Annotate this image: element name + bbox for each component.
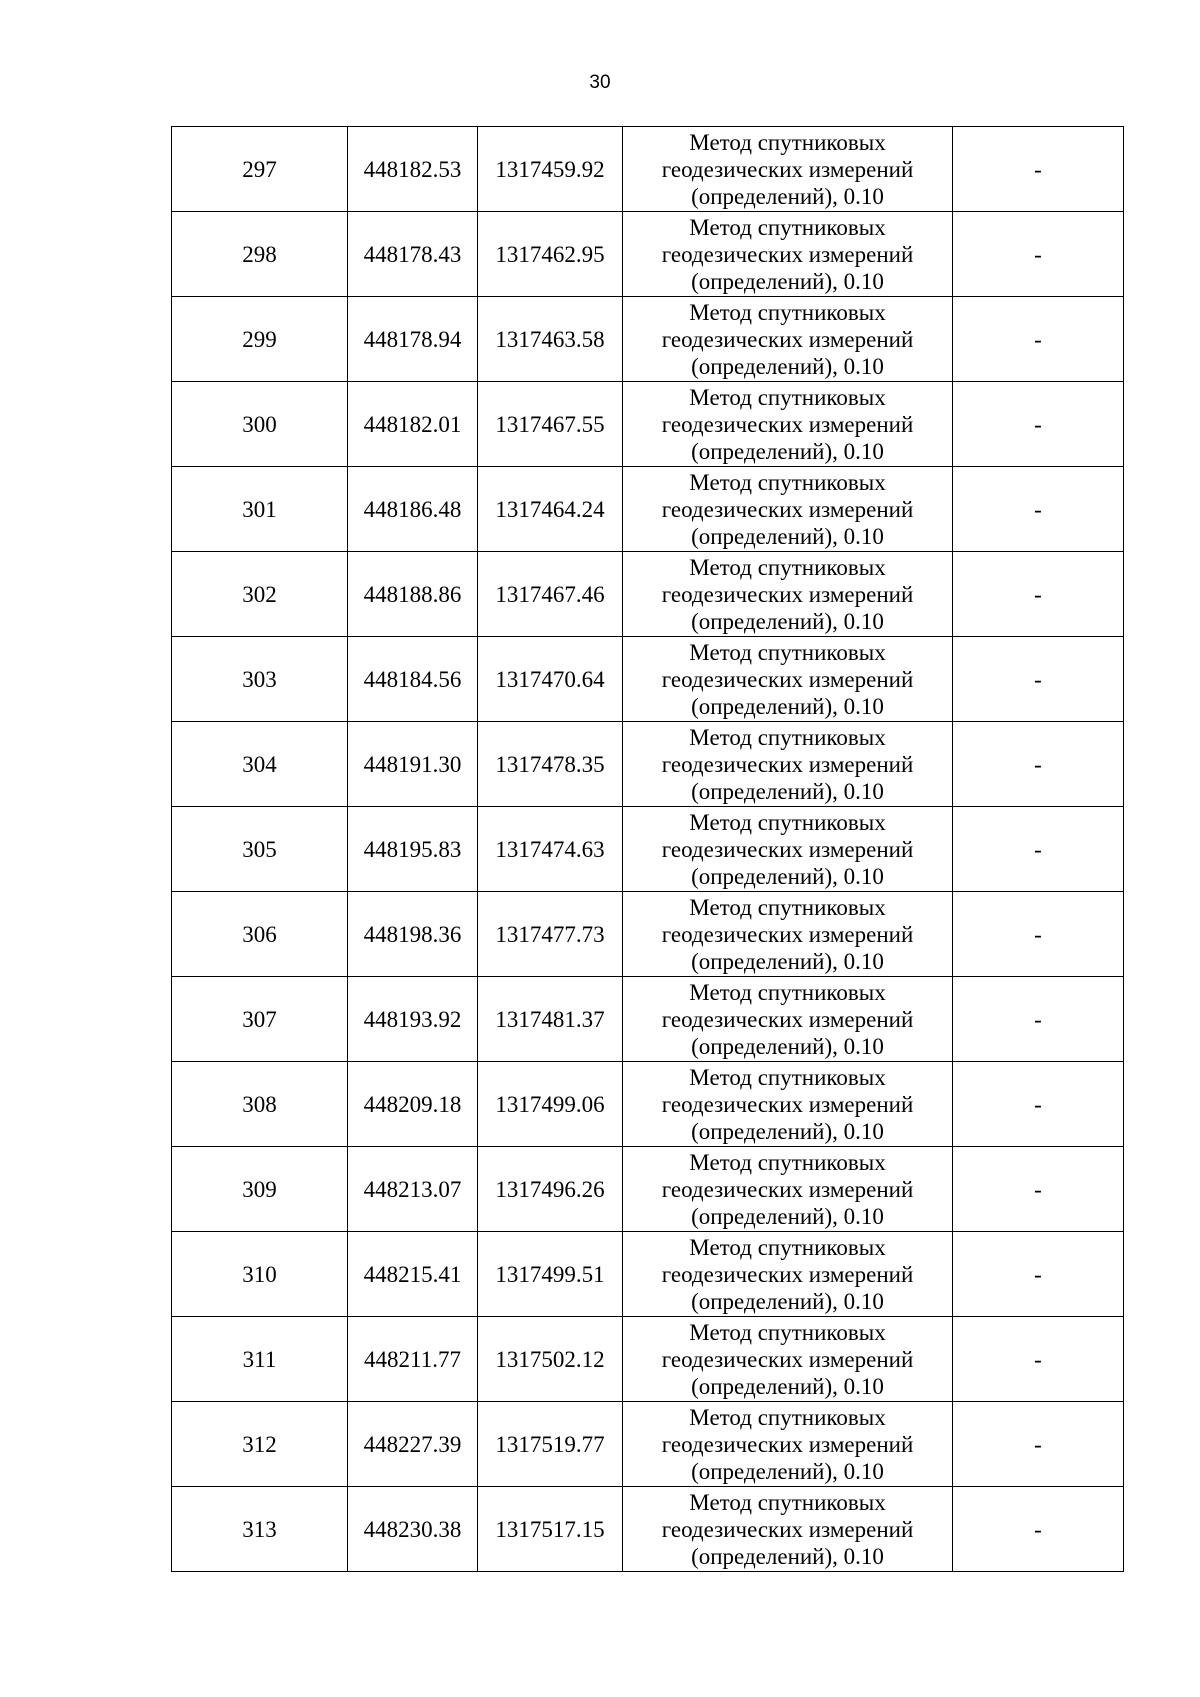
table-row (172, 1317, 1124, 1402)
method-cell (623, 722, 953, 807)
note-cell: - (953, 637, 1124, 722)
point-number-cell: 301 (172, 467, 348, 552)
x-coordinate-cell: 448195.83 (348, 807, 478, 892)
point-number-cell: 302 (172, 552, 348, 637)
coordinates-table (171, 126, 1124, 1572)
y-coordinate-cell: 1317517.15 (478, 1487, 623, 1572)
note-cell: - (953, 382, 1124, 467)
x-coordinate-cell: 448193.92 (348, 977, 478, 1062)
method-line: геодезических измерений (661, 1346, 914, 1372)
point-number-cell: 310 (172, 1232, 348, 1317)
method-line: геодезических измерений (661, 1261, 914, 1287)
point-number-cell: 304 (172, 722, 348, 807)
method-cell (623, 1402, 953, 1487)
method-line: (определений), 0.10 (691, 1288, 884, 1314)
method-cell (623, 1487, 953, 1572)
method-line: геодезических измерений (661, 411, 914, 437)
y-coordinate-cell: 1317459.92 (478, 127, 623, 212)
y-coordinate-cell: 1317478.35 (478, 722, 623, 807)
method-line: геодезических измерений (661, 1006, 914, 1032)
table-row (172, 1147, 1124, 1232)
method-line: Метод спутниковых (689, 1234, 886, 1260)
method-line: (определений), 0.10 (691, 438, 884, 464)
x-coordinate-cell: 448227.39 (348, 1402, 478, 1487)
method-line: (определений), 0.10 (691, 1118, 884, 1144)
y-coordinate-cell: 1317470.64 (478, 637, 623, 722)
note-cell: - (953, 1317, 1124, 1402)
note-cell: - (953, 1147, 1124, 1232)
x-coordinate-cell: 448184.56 (348, 637, 478, 722)
table-row (172, 212, 1124, 297)
x-coordinate-cell: 448211.77 (348, 1317, 478, 1402)
x-coordinate-cell: 448182.53 (348, 127, 478, 212)
method-line: (определений), 0.10 (691, 523, 884, 549)
method-line: (определений), 0.10 (691, 608, 884, 634)
table-row (172, 722, 1124, 807)
note-cell: - (953, 127, 1124, 212)
method-line: (определений), 0.10 (691, 1373, 884, 1399)
method-line: Метод спутниковых (689, 639, 886, 665)
y-coordinate-cell: 1317467.55 (478, 382, 623, 467)
method-line: геодезических измерений (661, 581, 914, 607)
point-number-cell: 309 (172, 1147, 348, 1232)
method-line: Метод спутниковых (689, 1404, 886, 1430)
note-cell: - (953, 807, 1124, 892)
y-coordinate-cell: 1317462.95 (478, 212, 623, 297)
x-coordinate-cell: 448215.41 (348, 1232, 478, 1317)
method-line: геодезических измерений (661, 241, 914, 267)
method-cell (623, 297, 953, 382)
point-number-cell: 306 (172, 892, 348, 977)
method-line: (определений), 0.10 (691, 353, 884, 379)
method-cell (623, 467, 953, 552)
method-cell (623, 892, 953, 977)
y-coordinate-cell: 1317467.46 (478, 552, 623, 637)
x-coordinate-cell: 448186.48 (348, 467, 478, 552)
point-number-cell: 298 (172, 212, 348, 297)
method-line: (определений), 0.10 (691, 863, 884, 889)
y-coordinate-cell: 1317519.77 (478, 1402, 623, 1487)
method-line: геодезических измерений (661, 751, 914, 777)
method-line: (определений), 0.10 (691, 693, 884, 719)
method-cell (623, 637, 953, 722)
method-line: Метод спутниковых (689, 554, 886, 580)
x-coordinate-cell: 448188.86 (348, 552, 478, 637)
y-coordinate-cell: 1317464.24 (478, 467, 623, 552)
table-row (172, 892, 1124, 977)
table-row (172, 1402, 1124, 1487)
method-line: Метод спутниковых (689, 129, 886, 155)
x-coordinate-cell: 448209.18 (348, 1062, 478, 1147)
y-coordinate-cell: 1317474.63 (478, 807, 623, 892)
y-coordinate-cell: 1317502.12 (478, 1317, 623, 1402)
note-cell: - (953, 467, 1124, 552)
coordinates-table-body (172, 127, 1124, 1572)
method-cell (623, 127, 953, 212)
page-number: 30 (589, 72, 611, 93)
table-row (172, 637, 1124, 722)
method-cell (623, 807, 953, 892)
method-line: Метод спутниковых (689, 214, 886, 240)
method-line: (определений), 0.10 (691, 948, 884, 974)
y-coordinate-cell: 1317477.73 (478, 892, 623, 977)
method-line: Метод спутниковых (689, 1149, 886, 1175)
table-row (172, 127, 1124, 212)
table-row (172, 1487, 1124, 1572)
note-cell: - (953, 1402, 1124, 1487)
note-cell: - (953, 977, 1124, 1062)
method-line: (определений), 0.10 (691, 778, 884, 804)
method-line: (определений), 0.10 (691, 1033, 884, 1059)
method-cell (623, 1062, 953, 1147)
method-line: (определений), 0.10 (691, 268, 884, 294)
method-line: геодезических измерений (661, 326, 914, 352)
point-number-cell: 307 (172, 977, 348, 1062)
point-number-cell: 308 (172, 1062, 348, 1147)
point-number-cell: 299 (172, 297, 348, 382)
method-line: Метод спутниковых (689, 469, 886, 495)
table-row (172, 807, 1124, 892)
method-line: Метод спутниковых (689, 894, 886, 920)
point-number-cell: 300 (172, 382, 348, 467)
method-line: геодезических измерений (661, 156, 914, 182)
table-row (172, 977, 1124, 1062)
note-cell: - (953, 1062, 1124, 1147)
x-coordinate-cell: 448198.36 (348, 892, 478, 977)
table-row (172, 382, 1124, 467)
method-cell (623, 1147, 953, 1232)
x-coordinate-cell: 448178.43 (348, 212, 478, 297)
method-cell (623, 382, 953, 467)
method-line: геодезических измерений (661, 921, 914, 947)
method-line: геодезических измерений (661, 666, 914, 692)
table-row (172, 467, 1124, 552)
method-cell (623, 977, 953, 1062)
y-coordinate-cell: 1317463.58 (478, 297, 623, 382)
method-cell (623, 1232, 953, 1317)
method-line: Метод спутниковых (689, 1489, 886, 1515)
note-cell: - (953, 1232, 1124, 1317)
table-row (172, 1062, 1124, 1147)
x-coordinate-cell: 448191.30 (348, 722, 478, 807)
point-number-cell: 303 (172, 637, 348, 722)
method-line: геодезических измерений (661, 496, 914, 522)
method-cell (623, 212, 953, 297)
x-coordinate-cell: 448213.07 (348, 1147, 478, 1232)
x-coordinate-cell: 448178.94 (348, 297, 478, 382)
y-coordinate-cell: 1317499.06 (478, 1062, 623, 1147)
method-cell (623, 552, 953, 637)
point-number-cell: 312 (172, 1402, 348, 1487)
method-line: геодезических измерений (661, 1176, 914, 1202)
note-cell: - (953, 552, 1124, 637)
method-line: геодезических измерений (661, 1091, 914, 1117)
point-number-cell: 313 (172, 1487, 348, 1572)
y-coordinate-cell: 1317499.51 (478, 1232, 623, 1317)
note-cell: - (953, 892, 1124, 977)
x-coordinate-cell: 448182.01 (348, 382, 478, 467)
method-line: Метод спутниковых (689, 724, 886, 750)
method-line: Метод спутниковых (689, 384, 886, 410)
table-row (172, 297, 1124, 382)
method-line: (определений), 0.10 (691, 1203, 884, 1229)
method-line: геодезических измерений (661, 1516, 914, 1542)
y-coordinate-cell: 1317481.37 (478, 977, 623, 1062)
x-coordinate-cell: 448230.38 (348, 1487, 478, 1572)
y-coordinate-cell: 1317496.26 (478, 1147, 623, 1232)
point-number-cell: 305 (172, 807, 348, 892)
method-line: геодезических измерений (661, 1431, 914, 1457)
method-line: (определений), 0.10 (691, 183, 884, 209)
method-line: Метод спутниковых (689, 979, 886, 1005)
method-cell (623, 1317, 953, 1402)
point-number-cell: 297 (172, 127, 348, 212)
note-cell: - (953, 212, 1124, 297)
table-row (172, 1232, 1124, 1317)
point-number-cell: 311 (172, 1317, 348, 1402)
method-line: Метод спутниковых (689, 1064, 886, 1090)
method-line: Метод спутниковых (689, 299, 886, 325)
note-cell: - (953, 1487, 1124, 1572)
method-line: Метод спутниковых (689, 1319, 886, 1345)
note-cell: - (953, 297, 1124, 382)
method-line: (определений), 0.10 (691, 1458, 884, 1484)
note-cell: - (953, 722, 1124, 807)
method-line: геодезических измерений (661, 836, 914, 862)
table-row (172, 552, 1124, 637)
method-line: (определений), 0.10 (691, 1543, 884, 1569)
method-line: Метод спутниковых (689, 809, 886, 835)
